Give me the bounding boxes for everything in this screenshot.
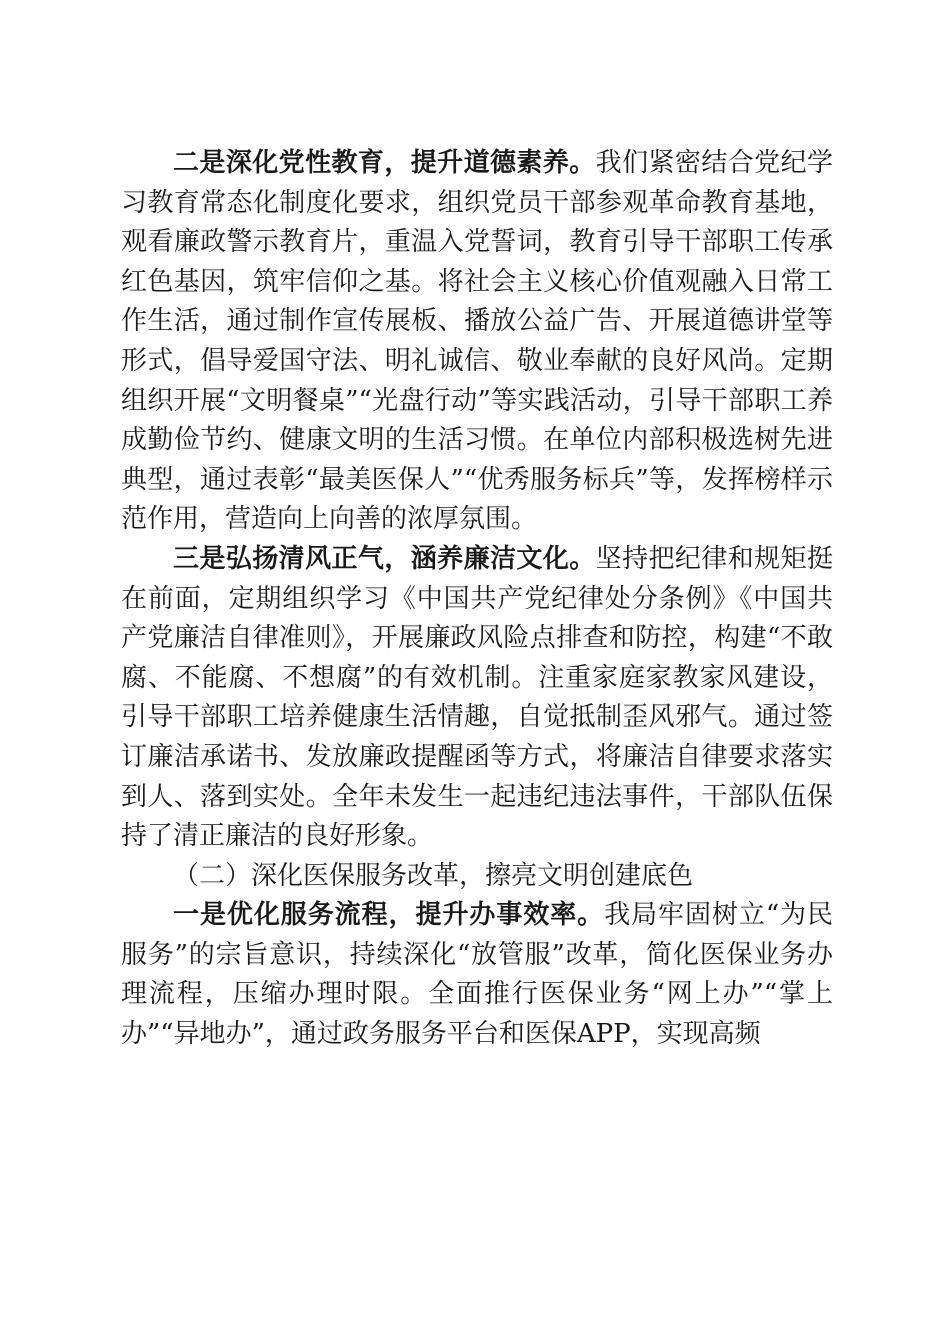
paragraph-integrity-culture (121, 540, 833, 857)
paragraph-lead: 三是弘扬清风正气，涵养廉洁文化。 (173, 543, 596, 574)
paragraph-service-process (121, 896, 833, 1054)
section-heading: （二）深化医保服务改革，擦亮文明创建底色 (173, 860, 694, 891)
paragraph-text: 坚持把纪律和规矩挺在前面，定期组织学习《中国共产党纪律处分条例》《中国共产党廉洁自律准则》，开展廉政风险点排查和防控，构建“不敢腐、不能腐、不想腐”的有效机制。注重家庭家教家风建设，引导干部职工培养健康生活情趣，自觉抵制歪风邪气。通过签订廉洁承诺书、发放廉政提醒函等方式，将廉洁自律要求落实到人、落到实处。全年未发生一起违纪违法事件，干部队伍保持了清正廉洁的良好形象。 (121, 543, 833, 852)
paragraph-text: 我们紧密结合党纪学习教育常态化制度化要求，组织党员干部参观革命教育基地，观看廉政警示教育片，重温入党誓词，教育引导干部职工传承红色基因，筑牢信仰之基。将社会主义核心价值观融入日常工作生活，通过制作宣传展板、播放公益广告、开展道德讲堂等形式，倡导爱国守法、明礼诚信、敬业奉献的良好风尚。定期组织开展“文明餐桌”“光盘行动”等实践活动，引导干部职工养成勤俭节约、健康文明的生活习惯。在单位内部积极选树先进典型，通过表彰“最美医保人”“优秀服务标兵”等，发挥榜样示范作用，营造向上向善的浓厚氛围。 (121, 148, 833, 535)
paragraph-lead: 二是深化党性教育，提升道德素养。 (173, 148, 596, 178)
paragraph-party-education (121, 144, 833, 540)
document-body (121, 144, 833, 1055)
paragraph-text: 我局牢固树立“为民服务”的宗旨意识，持续深化“放管服”改革，简化医保业务办理流程，压缩办理时限。全面推行医保业务“网上办”“掌上办”“异地办”，通过政务服务平台和医保APP，实现高频 (121, 900, 833, 1050)
paragraph-lead: 一是优化服务流程，提升办事效率。 (173, 900, 605, 931)
